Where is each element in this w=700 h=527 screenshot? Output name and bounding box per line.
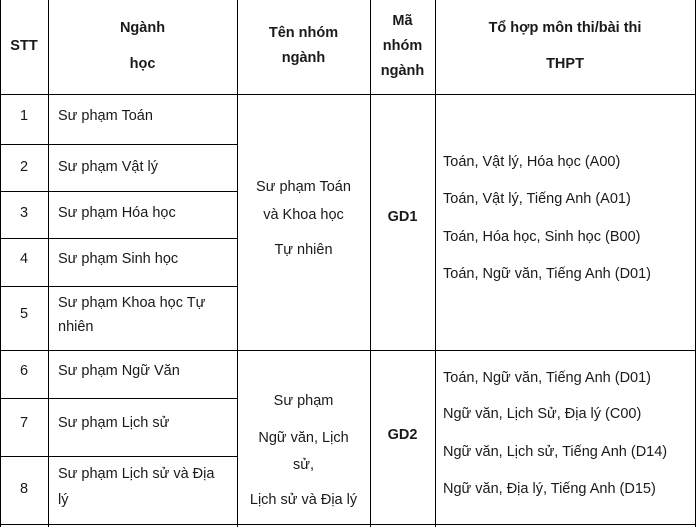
row-1-stt: 1 [19, 108, 29, 124]
header-stt: STT [10, 38, 38, 54]
header-nganh-line1: Ngành [119, 20, 166, 36]
row-4-nganh: Sư phạm Sinh học [58, 251, 179, 267]
row-8-nganh-line1: Sư phạm Lịch sử và Địa [58, 466, 215, 482]
header-ten-nhom-line2: ngành [281, 50, 326, 66]
group-1-ten-line2: và Khoa học [263, 207, 344, 223]
group-1-ten-line1: Sư phạm Toán [256, 179, 351, 195]
group-2-ma: GD2 [387, 427, 418, 443]
group-1-to-hop-2: Toán, Vật lý, Tiếng Anh (A01) [443, 191, 631, 207]
row-4-stt: 4 [19, 251, 29, 267]
group-1-to-hop-1: Toán, Vật lý, Hóa học (A00) [443, 154, 621, 170]
row-6-nganh: Sư phạm Ngữ Văn [58, 363, 180, 379]
row-3-nganh: Sư phạm Hóa học [58, 205, 176, 221]
group-1-to-hop-3: Toán, Hóa học, Sinh học (B00) [443, 229, 641, 245]
header-ma-nhom-line3: ngành [380, 63, 425, 79]
group-1-ten-line3: Tự nhiên [274, 242, 333, 258]
row-7-stt: 7 [19, 415, 29, 431]
group-2-to-hop-1: Toán, Ngữ văn, Tiếng Anh (D01) [443, 370, 651, 386]
row-3-stt: 3 [19, 205, 29, 221]
row-5-nganh-line1: Sư phạm Khoa học Tự [58, 295, 206, 311]
row-5-nganh-line2: nhiên [58, 319, 94, 335]
header-ten-nhom-line1: Tên nhóm [268, 25, 339, 41]
header-to-hop-line2: THPT [546, 56, 584, 72]
row-8-nganh-line2: lý [58, 492, 69, 508]
group-2-to-hop-2: Ngữ văn, Lịch Sử, Địa lý (C00) [443, 406, 642, 422]
row-8-stt: 8 [19, 481, 29, 497]
row-1-nganh: Sư phạm Toán [58, 108, 153, 124]
group-2-to-hop-3: Ngữ văn, Lịch sử, Tiếng Anh (D14) [443, 444, 668, 460]
row-2-stt: 2 [19, 159, 29, 175]
group-2-to-hop-4: Ngữ văn, Địa lý, Tiếng Anh (D15) [443, 481, 656, 497]
group-2-ten-line4: Lịch sử và Địa lý [249, 492, 358, 508]
header-to-hop-line1: Tổ hợp môn thi/bài thi [488, 20, 642, 36]
group-1-ma: GD1 [387, 209, 418, 225]
header-nganh-line2: học [129, 56, 156, 72]
group-2-ten-line1: Sư phạm [273, 393, 334, 409]
group-2-ten-line3: sử, [293, 457, 314, 473]
row-7-nganh: Sư phạm Lịch sử [58, 415, 170, 431]
row-2-nganh: Sư phạm Vật lý [58, 159, 158, 175]
row-6-stt: 6 [19, 363, 29, 379]
header-ma-nhom-line2: nhóm [382, 38, 423, 54]
header-ma-nhom-line1: Mã [392, 13, 413, 29]
row-5-stt: 5 [19, 306, 29, 322]
group-1-to-hop-4: Toán, Ngữ văn, Tiếng Anh (D01) [443, 266, 651, 282]
group-2-ten-line2: Ngữ văn, Lịch [258, 430, 349, 446]
